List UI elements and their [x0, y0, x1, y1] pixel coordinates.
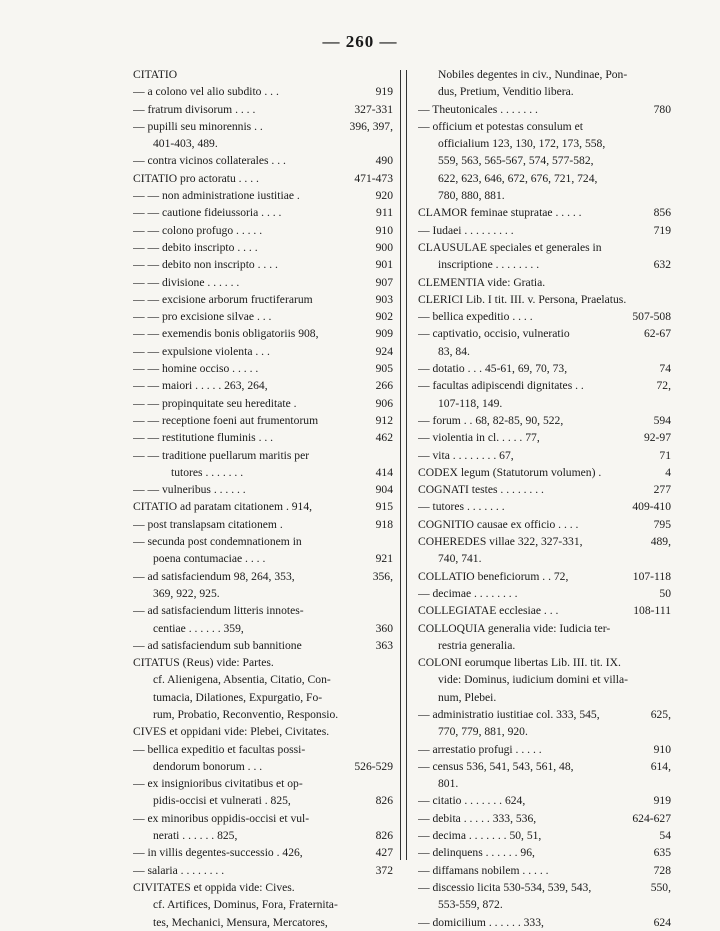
page-reference: 780 [653, 102, 671, 116]
index-entry [418, 671, 671, 688]
page-reference: 277 [653, 483, 671, 497]
index-heading [418, 516, 671, 533]
entry-text: — — homine occiso . . . . . [133, 362, 259, 376]
page-reference: 108-111 [633, 604, 671, 618]
page-reference: 910 [653, 742, 671, 756]
entry-text: officialium 123, 130, 172, 173, 558, [438, 137, 606, 151]
index-entry [418, 187, 671, 204]
index-entry [133, 862, 393, 879]
page-reference: 919 [653, 794, 671, 808]
index-entry [133, 239, 393, 256]
entry-text: — Theutonicales . . . . . . . [418, 102, 538, 116]
entry-text: CLEMENTIA vide: Gratia. [418, 275, 546, 289]
page-reference: 905 [375, 362, 393, 376]
entry-text: COLLEGIATAE ecclesiae . . . [418, 604, 559, 618]
entry-text: — ad satisfaciendum 98, 264, 353, [133, 569, 295, 583]
index-entry [418, 152, 671, 169]
entry-text: — bellica expeditio et facultas possi- [133, 742, 306, 756]
index-entry [418, 844, 671, 861]
page-reference: 409-410 [632, 500, 671, 514]
index-entry [133, 412, 393, 429]
index-entry [418, 118, 671, 135]
page-reference: 909 [375, 327, 393, 341]
entry-text: — vita . . . . . . . . 67, [418, 448, 514, 462]
entry-text: COLLOQUIA generalia vide: Iudicia ter- [418, 621, 611, 635]
entry-text: 107-118, 149. [438, 396, 503, 410]
entry-text: — captivatio, occisio, vulneratio [418, 327, 570, 341]
entry-text: — — vulneribus . . . . . . [133, 483, 246, 497]
entry-text: — ex insignioribus civitatibus et op- [133, 777, 303, 791]
entry-text: CODEX legum (Statutorum volumen) . [418, 465, 602, 479]
index-entry [418, 585, 671, 602]
entry-text: COGNITIO causae ex officio . . . . [418, 517, 579, 531]
page-reference: 4 [665, 465, 671, 479]
page-reference: 625, [650, 707, 671, 721]
entry-text: COGNATI testes . . . . . . . . [418, 483, 544, 497]
page-reference: 360 [375, 621, 393, 635]
index-entry [133, 291, 393, 308]
index-entry [418, 377, 671, 394]
index-entry [418, 66, 671, 83]
page-reference: 594 [653, 413, 671, 427]
index-entry [133, 308, 393, 325]
entry-text: — — propinquitate seu hereditate . [133, 396, 297, 410]
index-entry [418, 896, 671, 913]
index-heading [418, 533, 671, 550]
entry-text: — — traditione puellarum maritis per [133, 448, 310, 462]
page-reference: 462 [375, 431, 393, 445]
index-entry [418, 637, 671, 654]
index-entry [133, 118, 393, 135]
index-entry [133, 481, 393, 498]
index-entry [133, 360, 393, 377]
index-entry [418, 550, 671, 567]
page-reference: 912 [375, 413, 393, 427]
page-reference: 919 [375, 85, 393, 99]
entry-text: 83, 84. [438, 344, 470, 358]
entry-text: 740, 741. [438, 552, 482, 566]
index-entry [418, 498, 671, 515]
page-reference: 904 [375, 483, 393, 497]
index-entry [418, 810, 671, 827]
entry-text: — violentia in cl. . . . . 77, [418, 431, 540, 445]
index-entry [133, 637, 393, 654]
index-heading [418, 204, 671, 221]
entry-text: — tutores . . . . . . . [418, 500, 505, 514]
entry-text: — facultas adipiscendi dignitates . . [418, 379, 584, 393]
index-heading [418, 654, 671, 671]
index-entry [418, 706, 671, 723]
index-entry [133, 827, 393, 844]
index-entry [133, 429, 393, 446]
entry-text: — domicilium . . . . . . 333, [418, 915, 544, 929]
page-reference: 901 [375, 258, 393, 272]
page-reference: 907 [375, 275, 393, 289]
page-reference: 356, [372, 569, 393, 583]
entry-text: tes, Mechanici, Mensura, Mercatores, [153, 915, 328, 929]
index-entry [133, 222, 393, 239]
entry-text: — — exemendis bonis obligatoriis 908, [133, 327, 319, 341]
entry-text: — fratrum divisorum . . . . [133, 102, 256, 116]
page-reference: 826 [375, 794, 393, 808]
index-entry [418, 170, 671, 187]
entry-text: CIVES et oppidani vide: Plebei, Civitates. [133, 725, 330, 739]
entry-text: — — divisione . . . . . . [133, 275, 240, 289]
entry-text: inscriptione . . . . . . . . [438, 258, 540, 272]
entry-text: — — excisione arborum fructiferarum [133, 292, 313, 306]
entry-text: — ad satisfaciendum sub bannitione [133, 638, 302, 652]
entry-text: cf. Artifices, Dominus, Fora, Fraternita- [153, 898, 338, 912]
index-entry [418, 135, 671, 152]
index-entry [418, 308, 671, 325]
page-reference: 72, [656, 379, 671, 393]
index-entry [418, 83, 671, 100]
page-reference: 906 [375, 396, 393, 410]
page-reference: 489, [650, 535, 671, 549]
index-entry [133, 792, 393, 809]
entry-text: CIVITATES et oppida vide: Cives. [133, 880, 295, 894]
index-entry [133, 741, 393, 758]
index-heading [133, 654, 393, 671]
entry-text: — a colono vel alio subdito . . . [133, 85, 279, 99]
index-column-left [133, 66, 393, 931]
page-reference: 327-331 [354, 102, 393, 116]
page-reference: 856 [653, 206, 671, 220]
entry-text: — — restitutione fluminis . . . [133, 431, 274, 445]
page-reference: 71 [659, 448, 671, 462]
entry-text: — — maiori . . . . . 263, 264, [133, 379, 268, 393]
index-entry [418, 775, 671, 792]
index-heading [418, 239, 671, 256]
index-entry [133, 844, 393, 861]
index-heading [133, 66, 393, 83]
index-heading [133, 498, 393, 515]
column-divider [400, 70, 407, 860]
page-reference: 54 [659, 829, 671, 843]
page-reference: 719 [653, 223, 671, 237]
index-entry [133, 689, 393, 706]
page-reference: 920 [375, 189, 393, 203]
index-entry [133, 343, 393, 360]
page-reference: 471-473 [354, 171, 393, 185]
index-entry [133, 204, 393, 221]
page-reference: 826 [375, 829, 393, 843]
index-entry [133, 395, 393, 412]
entry-text: — discessio licita 530-534, 539, 543, [418, 880, 592, 894]
entry-text: centiae . . . . . . 359, [153, 621, 244, 635]
index-entry [133, 602, 393, 619]
entry-text: — — receptione foeni aut frumentorum [133, 413, 319, 427]
entry-text: CLAMOR feminae stupratae . . . . . [418, 206, 582, 220]
entry-text: — ex minoribus oppidis-occisi et vul- [133, 811, 310, 825]
page-reference: 915 [375, 500, 393, 514]
entry-text: tutores . . . . . . . [171, 465, 244, 479]
entry-text: CITATIO pro actoratu . . . . [133, 171, 259, 185]
entry-text: — debita . . . . . 333, 536, [418, 811, 537, 825]
index-heading [418, 568, 671, 585]
index-entry [133, 135, 393, 152]
index-entry [133, 533, 393, 550]
index-entry [418, 792, 671, 809]
index-entry [133, 464, 393, 481]
entry-text: — — debito non inscripto . . . . [133, 258, 278, 272]
entry-text: — — debito inscripto . . . . [133, 240, 258, 254]
index-entry [133, 568, 393, 585]
entry-text: 801. [438, 777, 459, 791]
index-entry [133, 447, 393, 464]
index-entry [133, 758, 393, 775]
index-entry [418, 101, 671, 118]
entry-text: — delinquens . . . . . . 96, [418, 846, 535, 860]
entry-text: dendorum bonorum . . . [153, 759, 263, 773]
entry-text: — — colono profugo . . . . . [133, 223, 263, 237]
entry-text: — Iudaei . . . . . . . . . [418, 223, 514, 237]
index-entry [133, 325, 393, 342]
index-heading [418, 481, 671, 498]
entry-text: pidis-occisi et vulnerati . 825, [153, 794, 291, 808]
entry-text: — — non administratione iustitiae . [133, 189, 300, 203]
page-reference: 795 [653, 517, 671, 531]
index-entry [133, 550, 393, 567]
entry-text: — census 536, 541, 543, 561, 48, [418, 759, 574, 773]
index-entry [418, 741, 671, 758]
page-reference: 526-529 [354, 759, 393, 773]
index-entry [418, 862, 671, 879]
index-entry [133, 775, 393, 792]
entry-text: CLERICI Lib. I tit. III. v. Persona, Praelatus. [418, 292, 627, 306]
entry-text: 780, 880, 881. [438, 189, 505, 203]
index-entry [418, 429, 671, 446]
entry-text: vide: Dominus, iudicium domini et villa- [438, 673, 628, 687]
entry-text: nerati . . . . . . 825, [153, 829, 238, 843]
page-reference: 372 [375, 863, 393, 877]
index-entry [133, 585, 393, 602]
page-reference: 910 [375, 223, 393, 237]
entry-text: 559, 563, 565-567, 574, 577-582, [438, 154, 594, 168]
entry-text: — contra vicinos collaterales . . . [133, 154, 286, 168]
index-entry [133, 516, 393, 533]
entry-text: CITATUS (Reus) vide: Partes. [133, 656, 274, 670]
index-entry [418, 758, 671, 775]
entry-text: COLONI eorumque libertas Lib. III. tit. IX. [418, 656, 621, 670]
index-column-right [418, 66, 671, 931]
index-entry [133, 896, 393, 913]
entry-text: — — pro excisione silvae . . . [133, 310, 272, 324]
page-reference: 490 [375, 154, 393, 168]
page-reference: 414 [375, 465, 393, 479]
entry-text: COLLATIO beneficiorum . . 72, [418, 569, 569, 583]
entry-text: — forum . . 68, 82-85, 90, 522, [418, 413, 564, 427]
index-heading [133, 723, 393, 740]
index-entry [133, 274, 393, 291]
index-entry [133, 256, 393, 273]
index-entry [418, 395, 671, 412]
index-entry [133, 101, 393, 118]
page-reference: 107-118 [632, 569, 671, 583]
entry-text: — bellica expeditio . . . . [418, 310, 533, 324]
index-entry [418, 879, 671, 896]
index-heading [133, 879, 393, 896]
page-reference: 92-97 [643, 431, 671, 445]
entry-text: — administratio iustitiae col. 333, 545, [418, 707, 600, 721]
entry-text: — dotatio . . . 45-61, 69, 70, 73, [418, 362, 568, 376]
entry-text: cf. Alienigena, Absentia, Citatio, Con- [153, 673, 331, 687]
entry-text: num, Plebei. [438, 690, 497, 704]
index-heading [418, 620, 671, 637]
index-heading [418, 464, 671, 481]
index-entry [418, 360, 671, 377]
page-reference: 632 [653, 258, 671, 272]
entry-text: — pupilli seu minorennis . . [133, 119, 263, 133]
index-entry [418, 343, 671, 360]
entry-text: tumacia, Dilationes, Expurgatio, Fo- [153, 690, 323, 704]
entry-text: — — expulsione violenta . . . [133, 344, 270, 358]
index-entry [133, 706, 393, 723]
entry-text: — decimae . . . . . . . . [418, 586, 518, 600]
entry-text: — decima . . . . . . . 50, 51, [418, 829, 542, 843]
entry-text: CLAUSULAE speciales et generales in [418, 240, 602, 254]
entry-text: CITATIO [133, 68, 178, 81]
index-heading [133, 170, 393, 187]
entry-text: — secunda post condemnationem in [133, 535, 302, 549]
index-heading [418, 291, 671, 308]
page-number: — 260 — [322, 32, 398, 51]
entry-text: 622, 623, 646, 672, 676, 721, 724, [438, 171, 598, 185]
entry-text: — ad satisfaciendum litteris innotes- [133, 604, 304, 618]
index-entry [133, 810, 393, 827]
entry-text: — post translapsam citationem . [133, 517, 283, 531]
entry-text: 553-559, 872. [438, 898, 503, 912]
index-entry [418, 256, 671, 273]
index-entry [133, 914, 393, 931]
index-heading [418, 602, 671, 619]
page-reference: 62-67 [643, 327, 671, 341]
page-reference: 266 [375, 379, 393, 393]
index-heading [418, 274, 671, 291]
entry-text: — salaria . . . . . . . . [133, 863, 225, 877]
entry-text: poena contumaciae . . . . [153, 552, 266, 566]
index-entry [418, 325, 671, 342]
index-entry [133, 671, 393, 688]
entry-text: — officium et potestas consulum et [418, 119, 583, 133]
page-reference: 507-508 [632, 310, 671, 324]
entry-text: CITATIO ad paratam citationem . 914, [133, 500, 313, 514]
index-entry [418, 827, 671, 844]
page-reference: 614, [650, 759, 671, 773]
index-entry [133, 620, 393, 637]
entry-text: Nobiles degentes in civ., Nundinae, Pon- [438, 68, 628, 81]
index-entry [418, 723, 671, 740]
page-reference: 918 [375, 517, 393, 531]
index-entry [418, 689, 671, 706]
page-reference: 74 [659, 362, 671, 376]
page-reference: 50 [659, 586, 671, 600]
page-reference: 900 [375, 240, 393, 254]
page-reference: 911 [376, 206, 393, 220]
index-entry [133, 83, 393, 100]
index-entry [418, 914, 671, 931]
entry-text: — in villis degentes-successio . 426, [133, 846, 303, 860]
entry-text: COHEREDES villae 322, 327-331, [418, 535, 583, 549]
index-entry [133, 152, 393, 169]
page-reference: 902 [375, 310, 393, 324]
index-entry [133, 187, 393, 204]
entry-text: 369, 922, 925. [153, 586, 220, 600]
index-entry [418, 412, 671, 429]
entry-text: 770, 779, 881, 920. [438, 725, 528, 739]
page-reference: 635 [653, 846, 671, 860]
page-reference: 363 [375, 638, 393, 652]
page-reference: 550, [650, 880, 671, 894]
entry-text: dus, Pretium, Venditio libera. [438, 85, 574, 99]
index-entry [418, 447, 671, 464]
entry-text: rum, Probatio, Reconventio, Responsio. [153, 707, 339, 721]
entry-text: — arrestatio profugi . . . . . [418, 742, 542, 756]
index-entry [418, 222, 671, 239]
page-reference: 396, 397, [349, 119, 393, 133]
page-reference: 427 [375, 846, 393, 860]
entry-text: — citatio . . . . . . . 624, [418, 794, 526, 808]
page-reference: 728 [653, 863, 671, 877]
page-reference: 624 [653, 915, 671, 929]
index-entry [133, 377, 393, 394]
entry-text: 401-403, 489. [153, 137, 218, 151]
entry-text: — — cautione fideiussoria . . . . [133, 206, 282, 220]
page-reference: 924 [375, 344, 393, 358]
entry-text: restria generalia. [438, 638, 516, 652]
page-reference: 921 [375, 552, 393, 566]
page-reference: 624-627 [632, 811, 671, 825]
page-reference: 903 [375, 292, 393, 306]
entry-text: — diffamans nobilem . . . . . [418, 863, 549, 877]
